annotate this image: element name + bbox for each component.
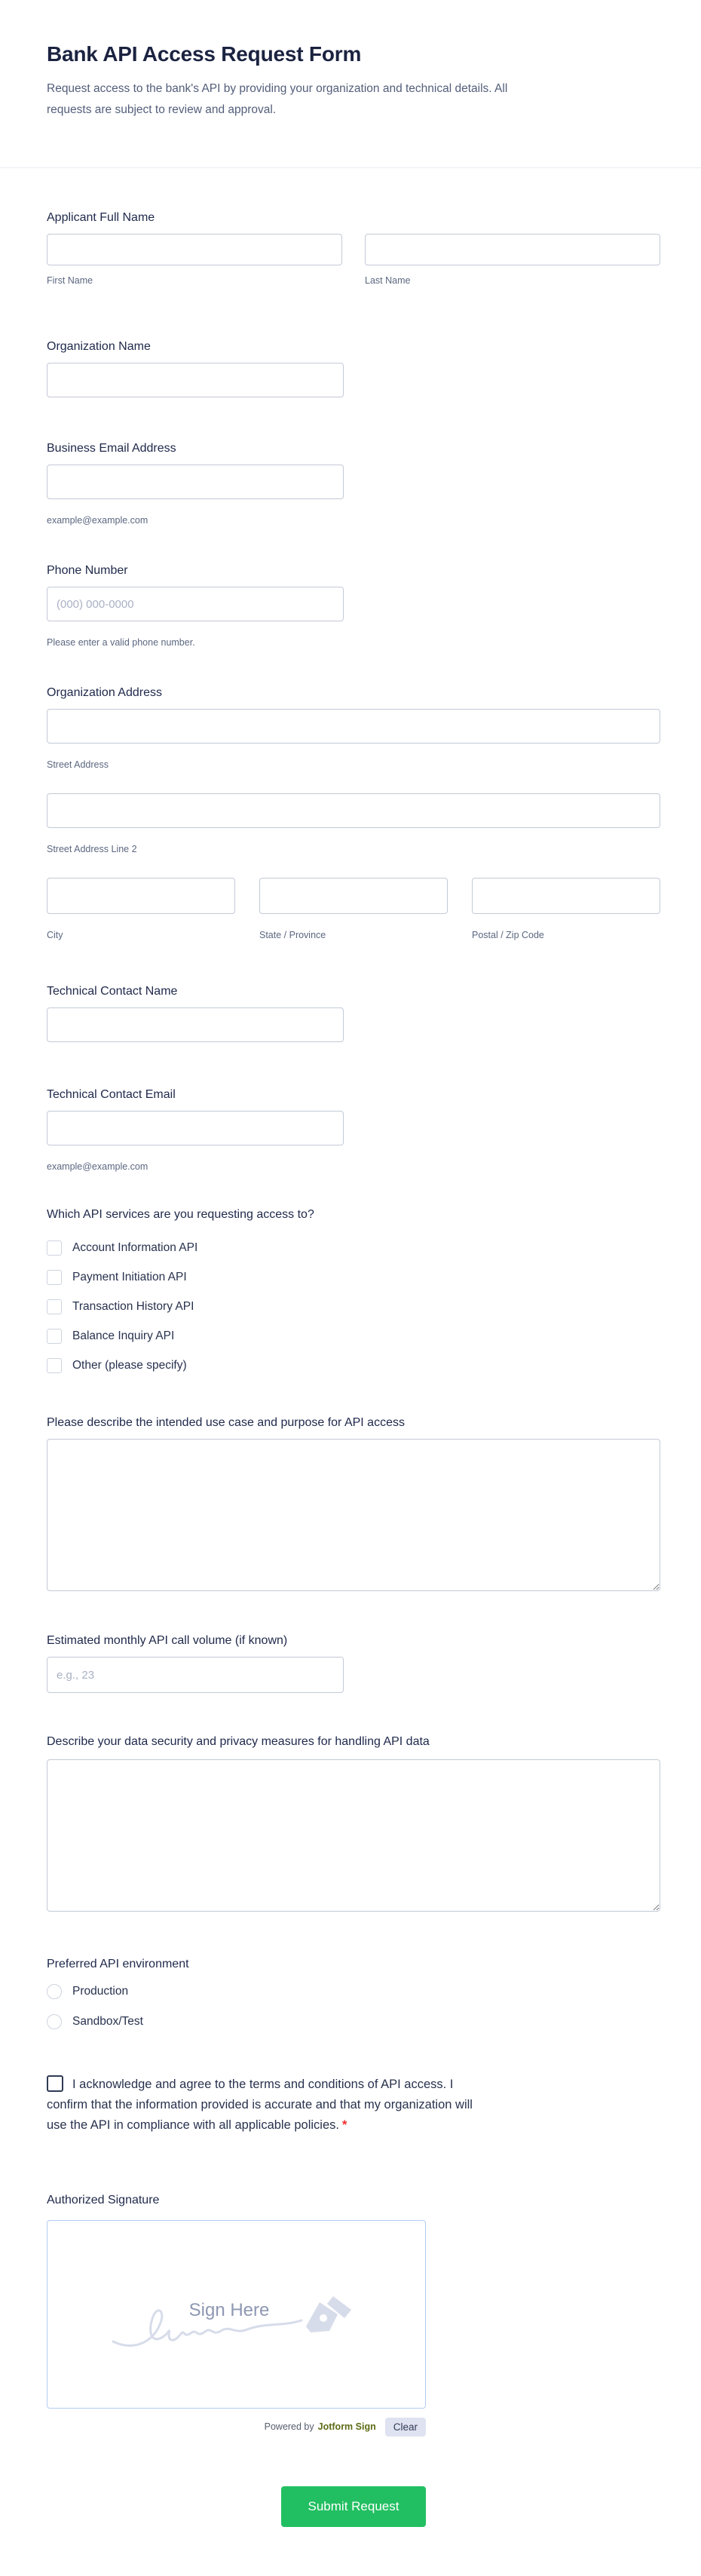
street-address-sublabel: Street Address xyxy=(47,759,109,770)
checkbox-label[interactable]: Balance Inquiry API xyxy=(72,1329,175,1342)
clear-signature-button[interactable]: Clear xyxy=(385,2418,426,2436)
radio-label[interactable]: Production xyxy=(72,1985,129,1998)
question-business-email xyxy=(47,440,660,526)
question-phone xyxy=(47,563,660,649)
organization-address-label: Organization Address xyxy=(47,686,162,699)
tech-contact-email-input[interactable] xyxy=(47,1111,344,1145)
checkbox-label[interactable]: Other (please specify) xyxy=(72,1359,187,1372)
list-item xyxy=(47,2013,660,2031)
tech-contact-email-sublabel: example@example.com xyxy=(47,1161,148,1172)
question-acknowledgment xyxy=(47,2075,476,2136)
organization-name-input[interactable] xyxy=(47,363,344,397)
submit-area xyxy=(47,2486,660,2527)
phone-input[interactable] xyxy=(47,587,344,621)
list-item xyxy=(47,1298,660,1316)
street-address-input[interactable] xyxy=(47,709,660,744)
list-item xyxy=(47,1268,660,1286)
list-item xyxy=(47,1239,660,1257)
question-applicant-name xyxy=(47,210,660,287)
last-name-sublabel: Last Name xyxy=(365,275,411,286)
divider xyxy=(0,167,701,168)
business-email-sublabel: example@example.com xyxy=(47,515,148,526)
street-address-line2-sublabel: Street Address Line 2 xyxy=(47,844,137,854)
sign-here-art xyxy=(109,2284,365,2360)
list-item xyxy=(47,1983,660,2001)
checkbox-balance-inquiry[interactable] xyxy=(47,1329,62,1344)
city-sublabel: City xyxy=(47,930,63,940)
use-case-textarea[interactable] xyxy=(47,1439,660,1591)
question-tech-contact-name xyxy=(47,983,660,1042)
powered-by-text: Powered by xyxy=(264,2421,314,2432)
pen-icon xyxy=(306,2296,351,2332)
environment-label: Preferred API environment xyxy=(47,1958,189,1970)
page-title: Bank API Access Request Form xyxy=(47,42,362,66)
submit-button[interactable]: Submit Request xyxy=(281,2486,427,2527)
checkbox-payment-initiation[interactable] xyxy=(47,1270,62,1285)
question-api-services xyxy=(47,1207,660,1375)
security-measures-label: Describe your data security and privacy measures for handling API data xyxy=(47,1735,430,1748)
question-tech-contact-email xyxy=(47,1087,660,1173)
first-name-input[interactable] xyxy=(47,234,342,265)
required-asterisk: * xyxy=(341,2118,347,2132)
question-organization-address xyxy=(47,685,660,941)
security-measures-textarea[interactable] xyxy=(47,1759,660,1912)
api-services-label: Which API services are you requesting access to? xyxy=(47,1208,314,1221)
call-volume-label: Estimated monthly API call volume (if known) xyxy=(47,1634,288,1647)
business-email-label: Business Email Address xyxy=(47,442,176,455)
question-security-measures xyxy=(47,1734,660,1912)
question-organization-name xyxy=(47,339,660,397)
tech-contact-email-label: Technical Contact Email xyxy=(47,1088,176,1101)
city-input[interactable] xyxy=(47,878,235,914)
signature-footer xyxy=(47,2416,426,2437)
acknowledgment-text: I acknowledge and agree to the terms and conditions of API access. I confirm that the information provided is accurate and that my organization will use the API in compliance with all applicable policies. xyxy=(47,2078,473,2132)
signature-pad[interactable] xyxy=(47,2220,426,2409)
tech-contact-name-input[interactable] xyxy=(47,1007,344,1042)
checkbox-label[interactable]: Transaction History API xyxy=(72,1300,194,1313)
question-environment xyxy=(47,1956,660,2031)
checkbox-other[interactable] xyxy=(47,1358,62,1373)
applicant-name-label: Applicant Full Name xyxy=(47,211,155,224)
organization-name-label: Organization Name xyxy=(47,340,151,353)
postal-sublabel: Postal / Zip Code xyxy=(472,930,544,940)
business-email-input[interactable] xyxy=(47,465,344,499)
tech-contact-name-label: Technical Contact Name xyxy=(47,985,178,998)
street-address-line2-input[interactable] xyxy=(47,793,660,828)
radio-production[interactable] xyxy=(47,1984,62,1999)
question-signature xyxy=(47,2192,660,2437)
phone-label: Phone Number xyxy=(47,564,128,577)
postal-input[interactable] xyxy=(472,878,660,914)
first-name-sublabel: First Name xyxy=(47,275,93,286)
state-input[interactable] xyxy=(259,878,448,914)
state-sublabel: State / Province xyxy=(259,930,326,940)
checkbox-transaction-history[interactable] xyxy=(47,1299,62,1314)
list-item xyxy=(47,1327,660,1345)
acknowledgment-checkbox[interactable] xyxy=(47,2075,63,2092)
checkbox-label[interactable]: Account Information API xyxy=(72,1241,198,1254)
radio-sandbox-test[interactable] xyxy=(47,2014,62,2029)
phone-sublabel: Please enter a valid phone number. xyxy=(47,637,195,648)
use-case-label: Please describe the intended use case and purpose for API access xyxy=(47,1416,405,1429)
checkbox-account-information[interactable] xyxy=(47,1240,62,1256)
last-name-input[interactable] xyxy=(365,234,660,265)
form-description: Request access to the bank's API by providing your organization and technical details. All requests are subject to review and approval. xyxy=(47,82,508,116)
list-item xyxy=(47,1357,660,1375)
jotform-sign-brand: Jotform Sign xyxy=(317,2421,376,2432)
question-call-volume xyxy=(47,1633,660,1693)
question-use-case xyxy=(47,1415,660,1591)
sign-here-text: Sign Here xyxy=(188,2300,269,2320)
signature-label: Authorized Signature xyxy=(47,2194,160,2206)
radio-label[interactable]: Sandbox/Test xyxy=(72,2015,143,2028)
checkbox-label[interactable]: Payment Initiation API xyxy=(72,1271,187,1283)
call-volume-input[interactable] xyxy=(47,1657,344,1693)
